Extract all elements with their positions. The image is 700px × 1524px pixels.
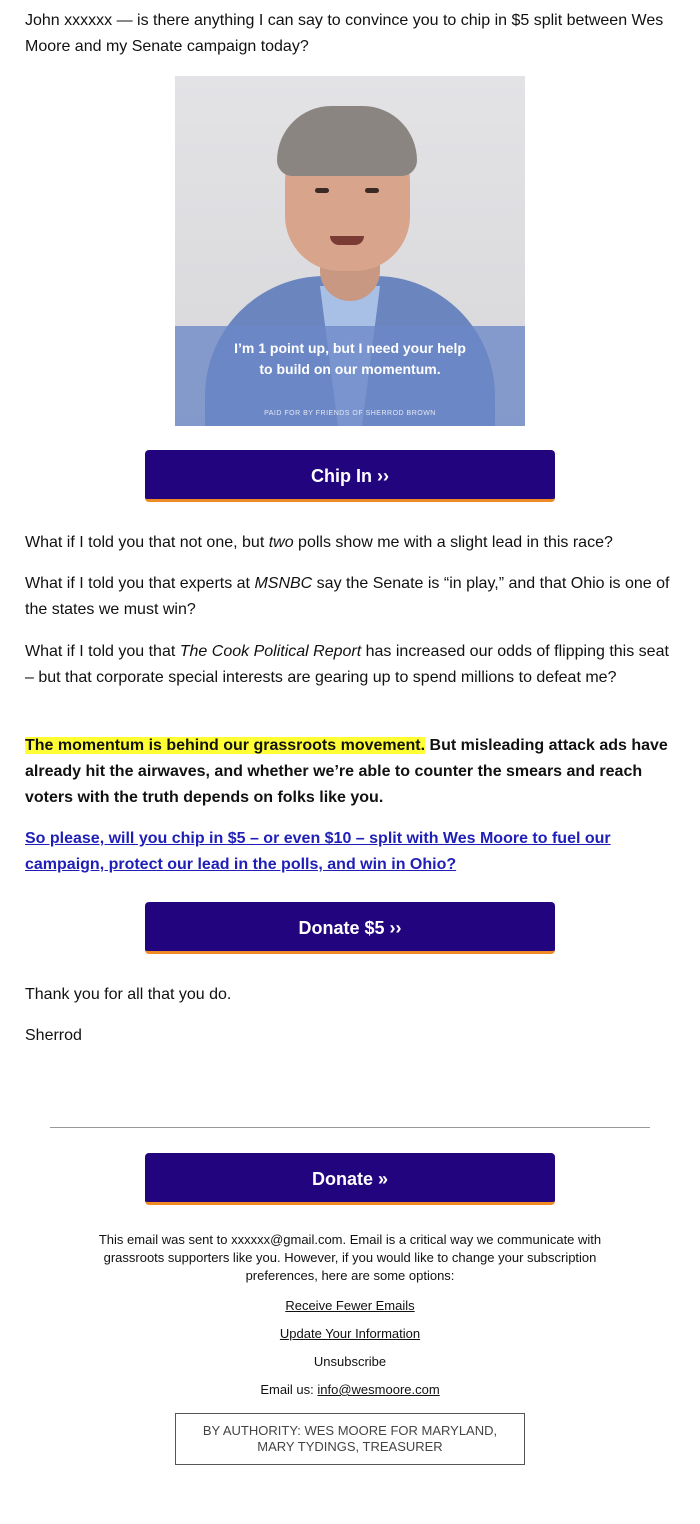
photo-paid-for: PAID FOR BY FRIENDS OF SHERROD BROWN: [264, 410, 436, 417]
email-us-label: Email us:: [260, 1382, 318, 1397]
unsubscribe-link[interactable]: Unsubscribe: [313, 1354, 387, 1369]
photo-hair: [277, 106, 417, 176]
paragraph-msnbc: [25, 571, 675, 623]
donate-button[interactable]: Donate »: [145, 1153, 555, 1205]
chip-in-button[interactable]: Chip In ››: [145, 450, 555, 502]
authority-disclaimer: [175, 1413, 525, 1465]
signature: Sherrod: [25, 1027, 82, 1044]
chip-in-ask-link[interactable]: So please, will you chip in $5 – or even $10 – split with Wes Moore to fuel our campaign, protect our lead in the polls, and win in Ohio?: [25, 830, 611, 873]
photo-caption-line-2: to build on our momentum.: [259, 361, 441, 377]
photo-caption-line-1: I’m 1 point up, but I need your help: [234, 340, 466, 356]
candidate-photo[interactable]: [175, 76, 525, 426]
footer-sent-to: This email was sent to xxxxxx@gmail.com. Email is a critical way we communicate with grassroots supporters like you. However, if you would like to change your subscription preferences, here are some options:: [98, 1232, 602, 1283]
donate-5-button[interactable]: Donate $5 ››: [145, 902, 555, 954]
update-information-link[interactable]: Update Your Information: [279, 1326, 421, 1341]
footer-receive-fewer: [150, 1297, 550, 1315]
paragraph-cook-report: [25, 639, 675, 691]
authority-line-1: BY AUTHORITY: WES MOORE FOR MARYLAND,: [202, 1423, 498, 1438]
authority-line-2: MARY TYDINGS, TREASURER: [257, 1439, 443, 1454]
paragraph-msnbc-b: say the Senate is “in play,” and that Ohio is one of the states we must win?: [25, 575, 670, 618]
paragraph-polls-a: What if I told you that not one, but: [25, 534, 269, 551]
footer-unsubscribe: [150, 1353, 550, 1371]
momentum-highlight: The momentum is behind our grassroots movement.: [25, 737, 426, 754]
paragraph-msnbc-emphasis: MSNBC: [254, 575, 313, 592]
paragraph-ask: [25, 826, 675, 878]
paragraph-msnbc-a: What if I told you that experts at: [25, 575, 255, 592]
footer-update-info: [150, 1325, 550, 1343]
paragraph-cook-emphasis: The Cook Political Report: [179, 643, 362, 660]
momentum-rest: But misleading attack ads have already hit the airwaves, and whether we’re able to counter the smears and reach voters with the truth depends on folks like you.: [25, 737, 668, 806]
photo-eye-left: [315, 188, 329, 193]
paragraph-cook-a: What if I told you that: [25, 643, 180, 660]
photo-mouth: [330, 236, 364, 245]
paragraph-polls: [25, 530, 675, 556]
greeting-paragraph: John xxxxxx — is there anything I can say to convince you to chip in $5 split between Wes Moore and my Senate campaign today?: [25, 12, 664, 55]
paragraph-momentum: [25, 733, 675, 811]
paragraph-polls-emphasis: two: [268, 534, 294, 551]
photo-eye-right: [365, 188, 379, 193]
footer-divider: [50, 1127, 650, 1128]
paragraph-cook-b: has increased our odds of flipping this seat – but that corporate special interests are gearing up to spend millions to defeat me?: [25, 643, 669, 686]
paragraph-polls-b: polls show me with a slight lead in this race?: [293, 534, 613, 551]
email-us-link[interactable]: info@wesmoore.com: [317, 1382, 440, 1397]
thanks-paragraph: Thank you for all that you do.: [25, 986, 232, 1003]
receive-fewer-emails-link[interactable]: Receive Fewer Emails: [285, 1298, 415, 1313]
photo-caption: [175, 338, 525, 380]
footer-email-us: [150, 1381, 550, 1399]
